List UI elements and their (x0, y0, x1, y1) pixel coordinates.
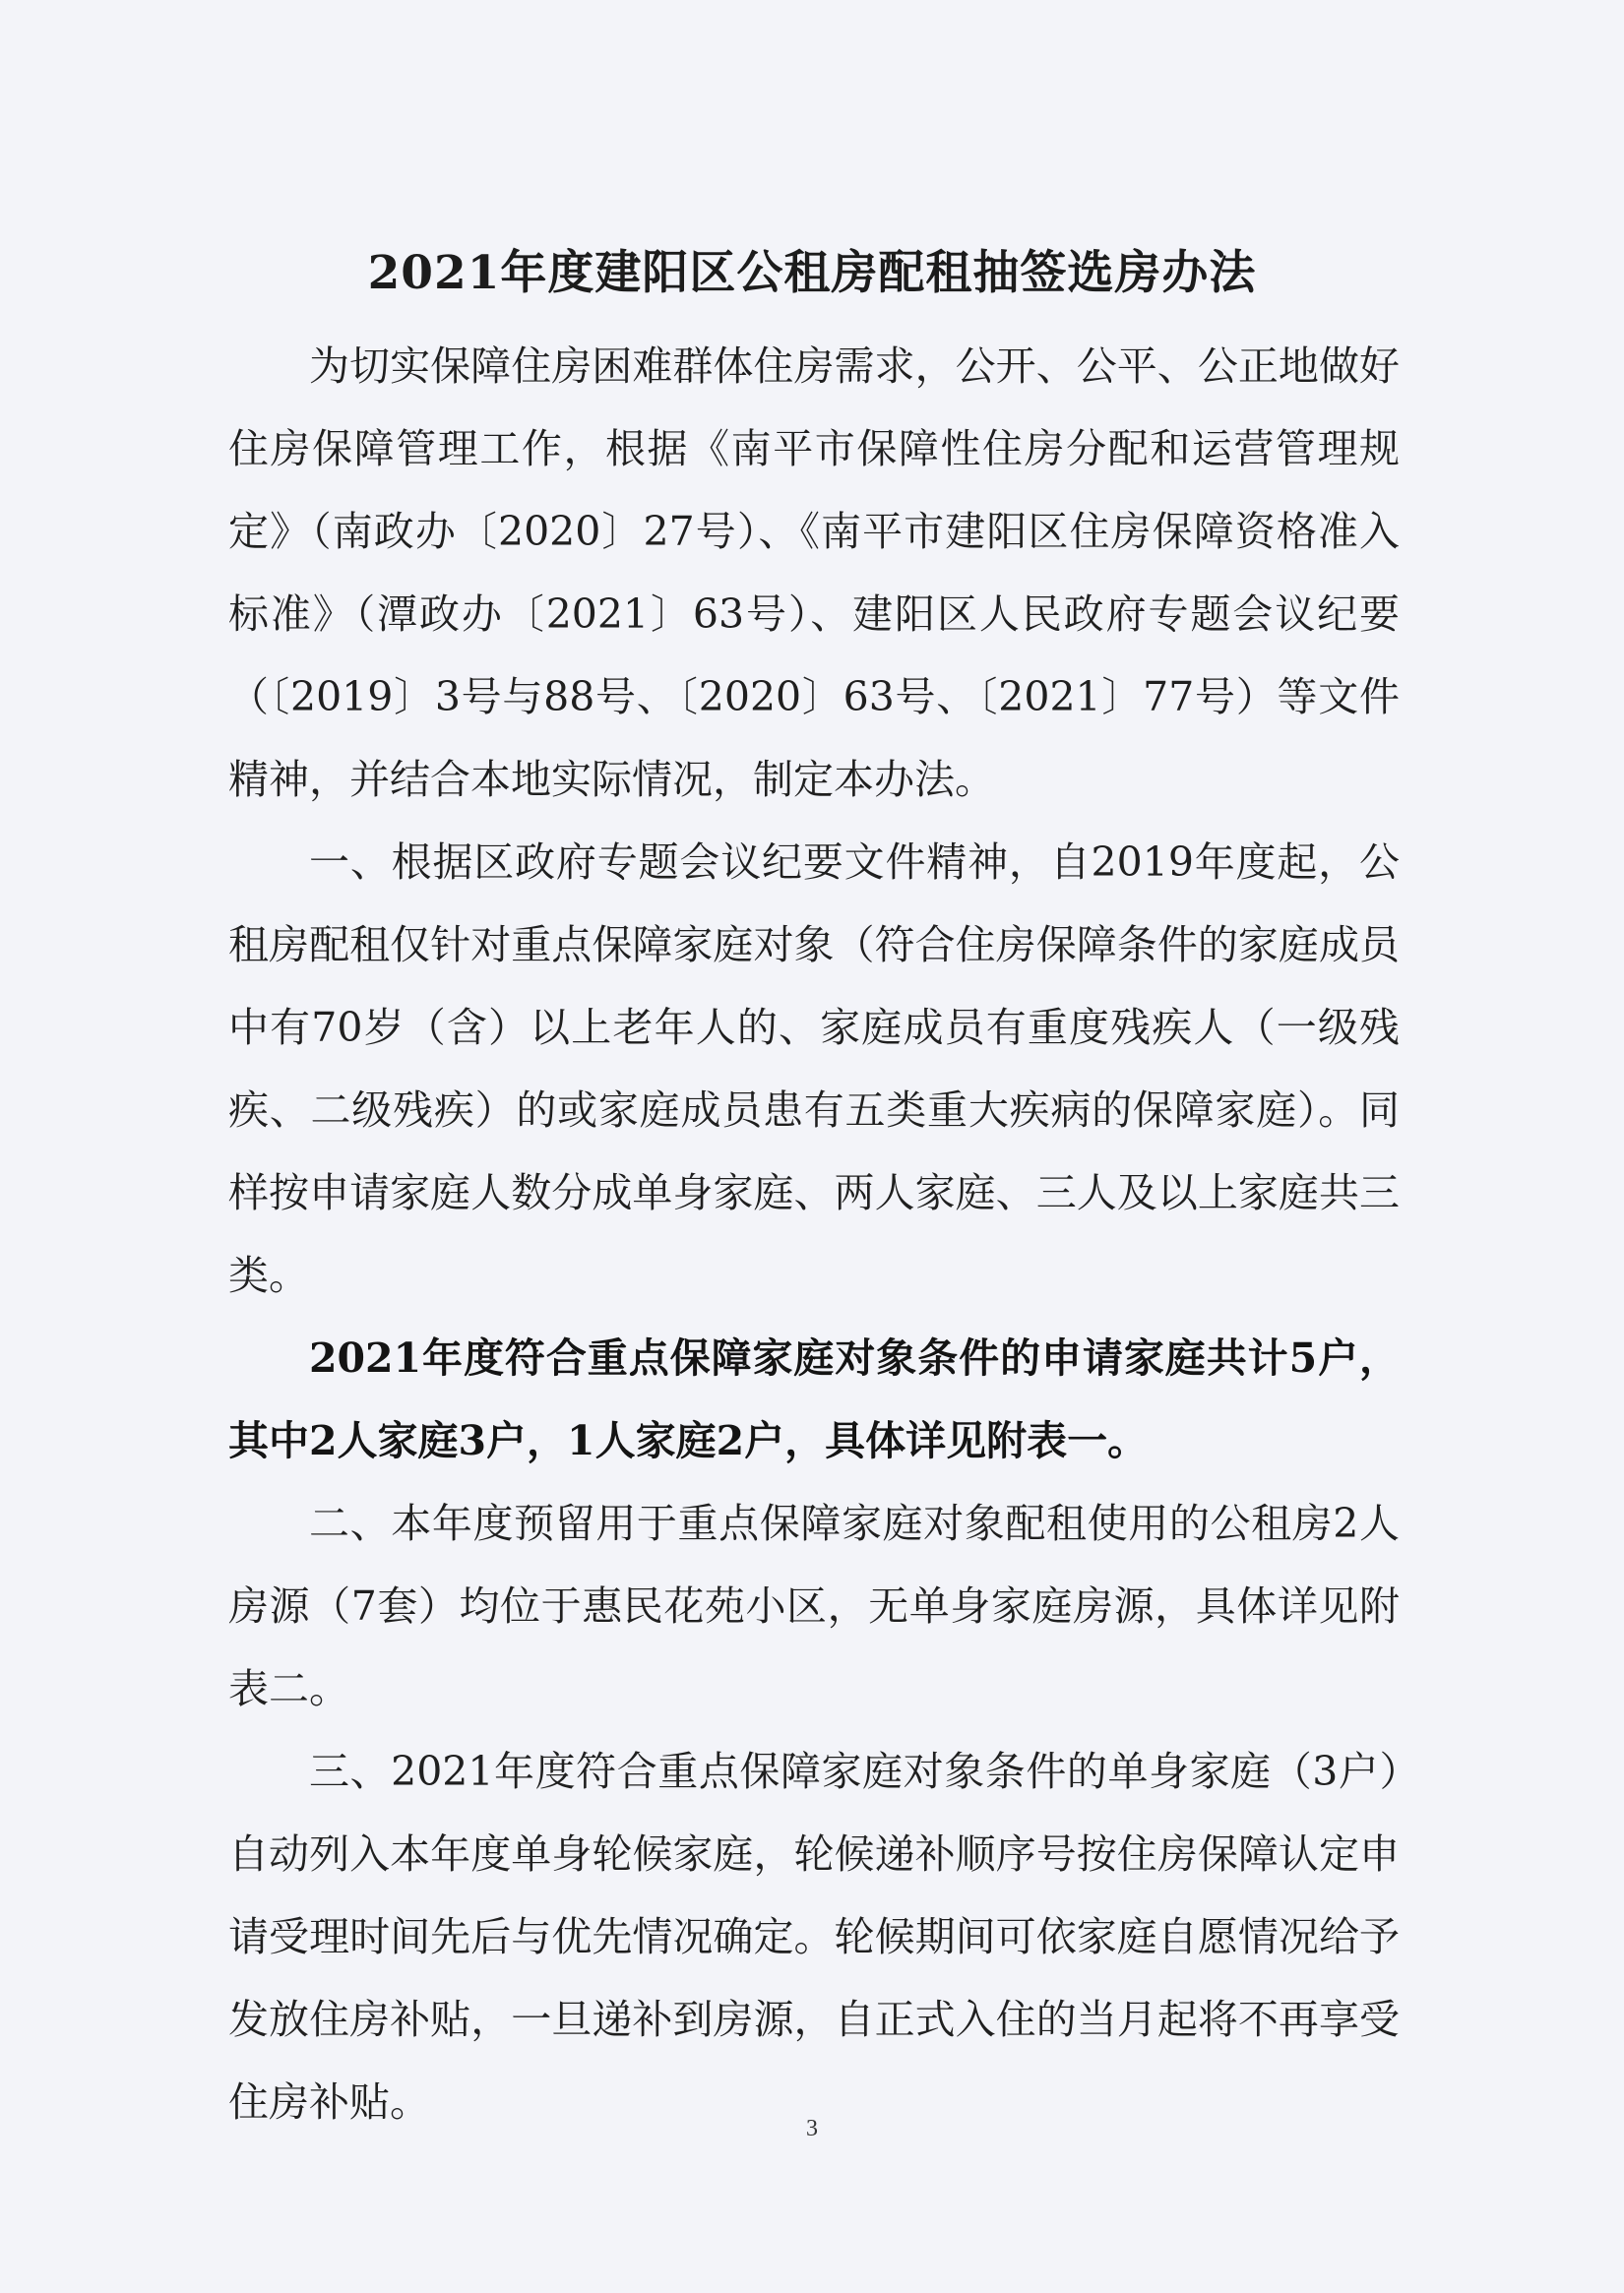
document-body (228, 325, 1400, 2143)
page-number: 3 (806, 2116, 818, 2141)
document-title: 2021年度建阳区公租房配租抽签选房办法 (367, 246, 1257, 300)
paragraph-applicant-summary: 2021年度符合重点保障家庭对象条件的申请家庭共计5户，其中2人家庭3户，1人家庭2户，具体详见附表一。 (228, 1334, 1400, 1464)
paragraph-section-1: 一、根据区政府专题会议纪要文件精神，自2019年度起，公租房配租仅针对重点保障家庭对象（符合住房保障条件的家庭成员中有70岁（含）以上老年人的、家庭成员有重度残疾人（一级残疾、二级残疾）的或家庭成员患有五类重大疾病的保障家庭）。同样按申请家庭人数分成单身家庭、两人家庭、三人及以上家庭共三类。 (228, 838, 1400, 1299)
paragraph-intro: 为切实保障住房困难群体住房需求，公开、公平、公正地做好住房保障管理工作，根据《南平市保障性住房分配和运营管理规定》（南政办〔2020〕27号）、《南平市建阳区住房保障资格准入标准》（潭政办〔2021〕63号）、建阳区人民政府专题会议纪要（〔2019〕3号与88号、〔2020〕63号、〔2021〕77号）等文件精神，并结合本地实际情况，制定本办法。 (228, 342, 1400, 803)
paragraph-section-3: 三、2021年度符合重点保障家庭对象条件的单身家庭（3户）自动列入本年度单身轮候家庭，轮候递补顺序号按住房保障认定申请受理时间先后与优先情况确定。轮候期间可依家庭自愿情况给予发放住房补贴，一旦递补到房源，自正式入住的当月起将不再享受住房补贴。 (228, 1748, 1400, 2126)
paragraph-section-2: 二、本年度预留用于重点保障家庭对象配租使用的公租房2人房源（7套）均位于惠民花苑小区，无单身家庭房源，具体详见附表二。 (228, 1500, 1400, 1712)
